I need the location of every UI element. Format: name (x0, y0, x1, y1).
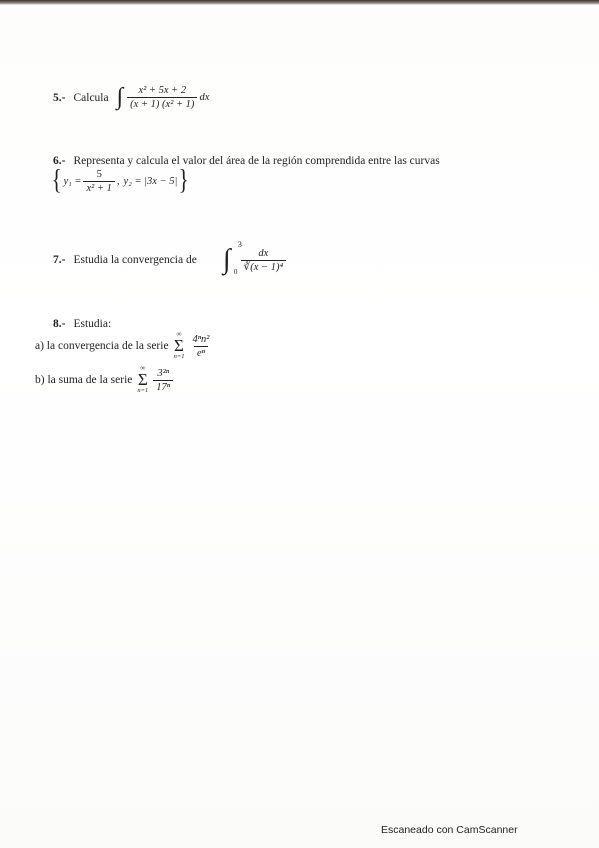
part-a-summation (174, 331, 185, 361)
problem-6-number: 6.- (53, 155, 66, 167)
y1-numerator: 5 (96, 168, 102, 180)
integral-sign: ∫ (116, 83, 124, 110)
part-a-denominator: eⁿ (194, 346, 208, 360)
left-brace: { (51, 165, 62, 196)
part-b-text: b) la suma de la serie (35, 374, 133, 386)
problem-6 (53, 155, 440, 195)
problem-5-numerator: x² + 5x + 2 (138, 85, 187, 96)
sigma-icon: Σ (174, 336, 184, 355)
problem-6-text: Representa y calcula el valor del área de la región comprendida entre las curvas (73, 155, 440, 167)
upper-limit: 3 (237, 240, 242, 249)
problem-8 (53, 318, 111, 330)
part-a-text: a) la convergencia de la serie (35, 340, 169, 352)
part-a-fraction (189, 333, 212, 360)
definite-integral (222, 240, 288, 276)
problem-7 (53, 240, 288, 276)
part-a-upper: ∞ (176, 330, 182, 338)
problem-7-fraction (241, 247, 287, 274)
curve-separator: , (116, 175, 120, 187)
right-brace: } (179, 165, 190, 196)
problem-5-number: 5.- (53, 91, 66, 104)
problem-5 (53, 84, 209, 111)
problem-6-curves (50, 167, 440, 195)
problem-8-number: 8.- (53, 318, 66, 330)
part-b-numerator: 3²ⁿ (157, 367, 170, 379)
y1-label: y₁ = (63, 175, 82, 187)
scanner-watermark: Escaneado con CamScanner (381, 824, 518, 836)
y1-fraction (83, 168, 114, 195)
problem-5-denominator: (x + 1) (x² + 1) (127, 97, 197, 111)
problem-7-numerator: dx (258, 247, 269, 259)
part-b-upper: ∞ (140, 364, 146, 372)
part-b-summation (137, 365, 148, 395)
problem-8-text: Estudia: (73, 318, 112, 330)
part-b-lower: n=1 (137, 387, 149, 394)
problem-8-part-b (35, 365, 175, 395)
part-a-numerator: 4ⁿn² (192, 333, 210, 345)
part-b-fraction (153, 367, 173, 394)
problem-7-number: 7.- (53, 254, 66, 266)
problem-5-differential: dx (199, 92, 210, 103)
y1-denominator: x² + 1 (83, 181, 114, 195)
page-top-edge (0, 0, 599, 5)
problem-7-denominator: ∛(x − 1)⁴ (241, 260, 287, 274)
part-a-lower: n=1 (173, 353, 185, 360)
part-b-denominator: 17ⁿ (153, 380, 173, 394)
lower-limit: 0 (233, 268, 238, 276)
problem-5-fraction (127, 84, 197, 111)
sigma-icon: Σ (137, 370, 148, 389)
definite-integral-sign: ∫ (222, 244, 231, 275)
problem-5-text: Calcula (73, 91, 109, 104)
y2-expression: y₂ = |3x − 5| (123, 175, 178, 187)
problem-7-text: Estudia la convergencia de (73, 254, 197, 266)
problem-8-part-a (35, 331, 214, 361)
